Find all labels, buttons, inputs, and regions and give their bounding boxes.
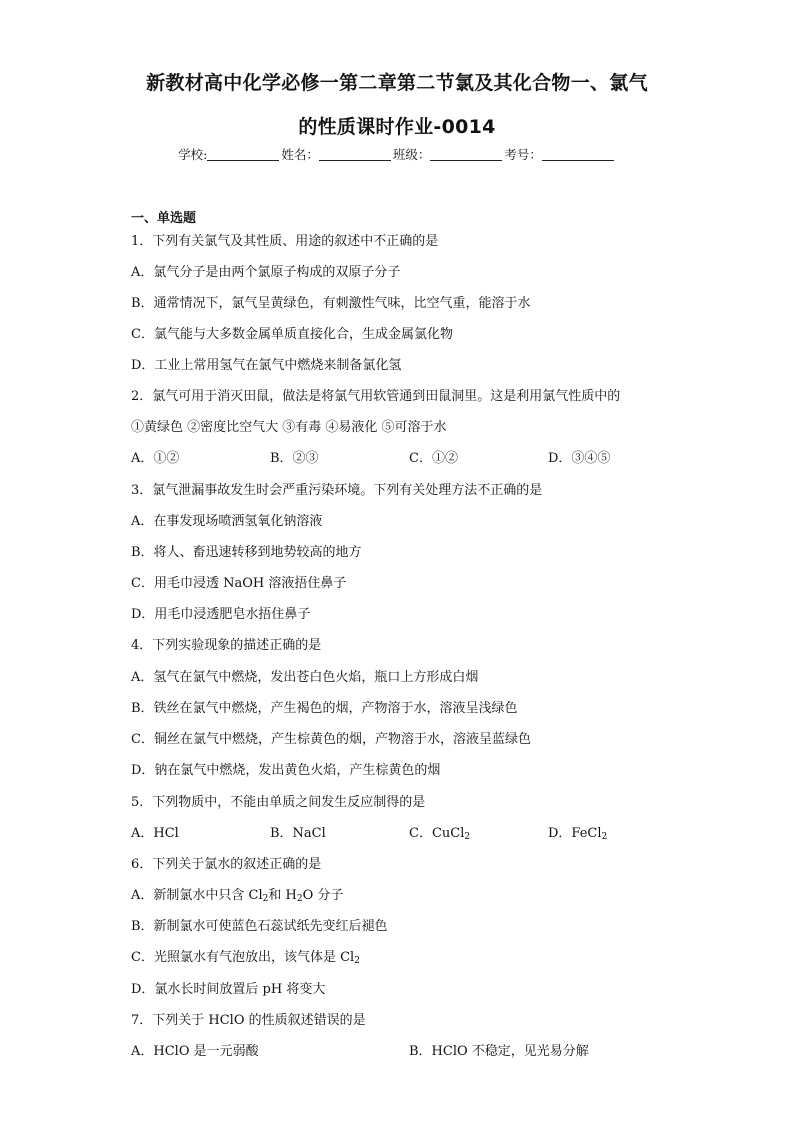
q3-option-b: B．将人、畜迅速转移到地势较高的地方 (131, 545, 362, 560)
q3-stem: 3．氯气泄漏事故发生时会严重污染环境。下列有关处理方法不正确的是 (131, 483, 543, 498)
q2-option-a: A．①② (131, 451, 180, 466)
q3-option-d: D．用毛巾浸透肥皂水捂住鼻子 (131, 607, 311, 622)
q6-option-a: A．新制氯水中只含 $Cl_2$和 $H_2O$ 分子 (131, 888, 344, 904)
class-label: 班级： (392, 147, 431, 162)
q4-stem: 4．下列实验现象的描述正确的是 (131, 638, 322, 653)
q1-stem: 1．下列有关氯气及其性质、用途的叙述中不正确的是 (131, 234, 439, 249)
name-blank[interactable] (319, 148, 391, 161)
q2-option-d: D．③④⑤ (548, 451, 611, 466)
q1-option-d: D．工业上常用氢气在氯气中燃烧来制备氯化氢 (131, 358, 402, 373)
q3-option-c: C．用毛巾浸透 NaOH 溶液捂住鼻子 (131, 576, 347, 591)
q7-stem: 7．下列关于 HClO 的性质叙述错误的是 (131, 1013, 366, 1028)
q6-stem: 6．下列关于氯水的叙述正确的是 (131, 857, 322, 872)
student-info-row (0, 145, 794, 163)
q1-option-b: B．通常情况下，氯气呈黄绿色，有刺激性气味，比空气重，能溶于水 (131, 296, 531, 311)
q5-stem: 5．下列物质中，不能由单质之间发生反应制得的是 (131, 795, 426, 810)
title-line-1: 新教材高中化学必修一第二章第二节氯及其化合物一、氯气 (146, 72, 648, 94)
q5-option-b: B．NaCl (270, 826, 326, 841)
q4-option-d: D．钠在氯气中燃烧，发出黄色火焰，产生棕黄色的烟 (131, 763, 441, 778)
q6-option-c: C．光照氯水有气泡放出，该气体是 $Cl_2$ (131, 950, 360, 966)
q3-option-a: A．在事发现场喷洒氢氧化钠溶液 (131, 514, 323, 529)
name-label: 姓名： (281, 147, 319, 162)
q7-option-a: A．HClO 是一元弱酸 (131, 1044, 259, 1059)
q1-option-a: A．氯气分子是由两个氯原子构成的双原子分子 (131, 265, 401, 280)
school-label: 学校: (178, 147, 208, 162)
q6-option-b: B．新制氯水可使蓝色石蕊试纸先变红后褪色 (131, 919, 388, 934)
q2-option-c: C．①② (409, 451, 458, 466)
q5-option-d: D．FeCl$_2$ (548, 826, 608, 842)
q5-option-a: A．HCl (131, 826, 179, 841)
q4-option-c: C．铜丝在氯气中燃烧，产生棕黄色的烟，产物溶于水，溶液呈蓝绿色 (131, 732, 531, 747)
q2-option-b: B．②③ (270, 451, 319, 466)
q4-option-b: B．铁丝在氯气中燃烧，产生褐色的烟，产物溶于水，溶液呈浅绿色 (131, 701, 518, 716)
class-blank[interactable] (430, 148, 502, 161)
q5-option-c: C．CuCl$_2$ (409, 826, 471, 842)
q2-properties: ①黄绿色 ②密度比空气大 ③有毒 ④易液化 ⑤可溶于水 (131, 420, 447, 435)
q7-option-b: B．HClO 不稳定，见光易分解 (409, 1044, 589, 1059)
exam-no-label: 考号： (504, 147, 542, 162)
exam-no-blank[interactable] (542, 148, 614, 161)
q6-option-d: D．氯水长时间放置后 pH 将变大 (131, 982, 326, 997)
school-blank[interactable] (207, 148, 279, 161)
q2-stem: 2．氯气可用于消灭田鼠，做法是将氯气用软管通到田鼠洞里。这是利用氯气性质中的 (131, 389, 621, 404)
section-heading: 一、单选题 (131, 211, 197, 226)
q1-option-c: C．氯气能与大多数金属单质直接化合，生成金属氯化物 (131, 327, 453, 342)
title-line-2: 的性质课时作业-0014 (298, 116, 496, 138)
q4-option-a: A．氢气在氯气中燃烧，发出苍白色火焰，瓶口上方形成白烟 (131, 670, 479, 685)
